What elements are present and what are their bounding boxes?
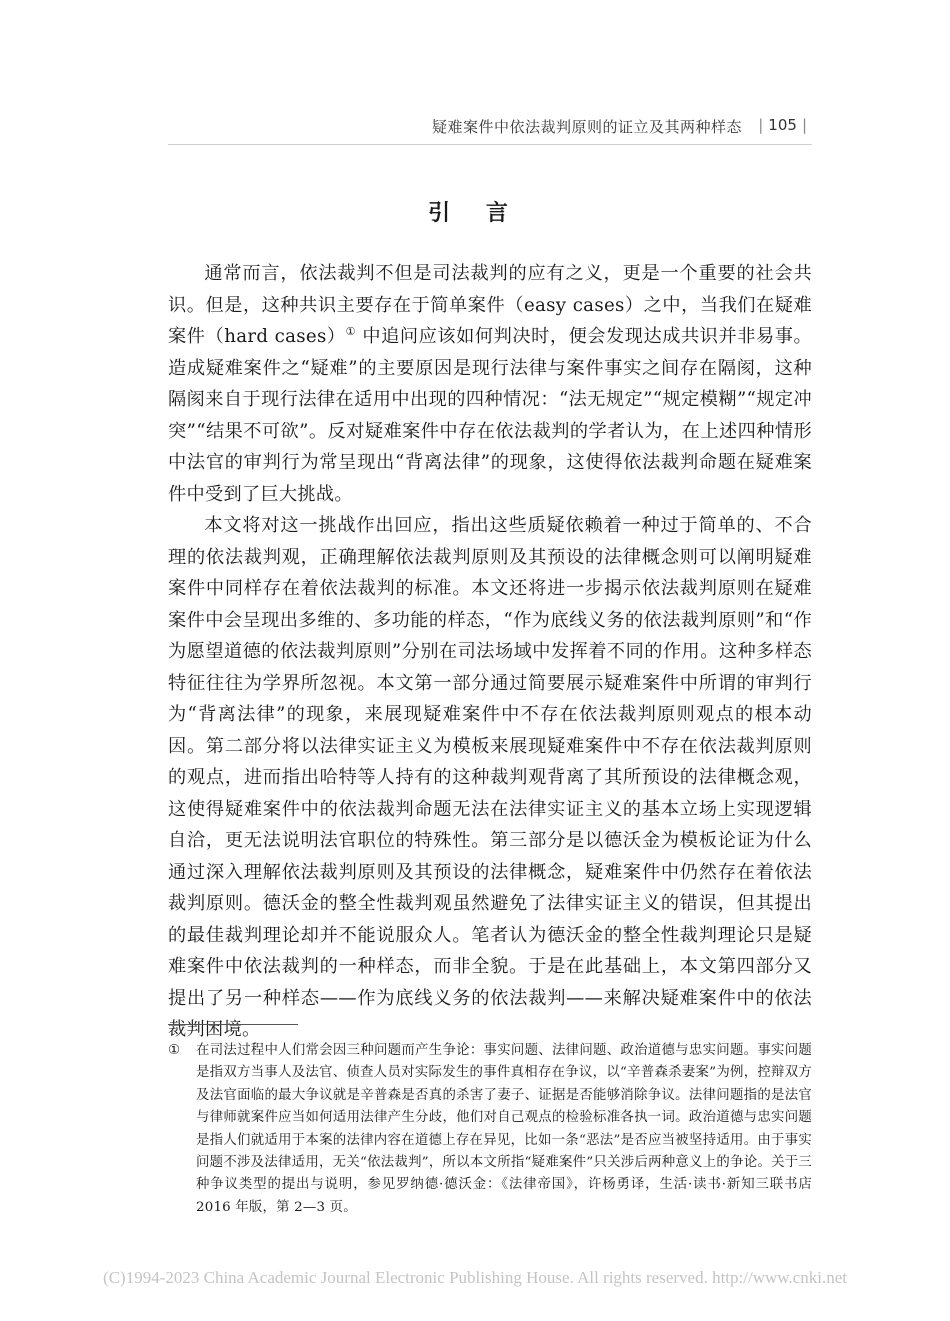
- paragraph: [168, 258, 812, 510]
- paragraph: 本文将对这一挑战作出回应，指出这些质疑依赖着一种过于简单的、不合理的依法裁判观，正确理解依法裁判原则及其预设的法律概念则可以阐明疑难案件中同样存在着依法裁判的标准。本文还将进一步揭示依法裁判原则在疑难案件中会呈现出多维的、多功能的样态，“作为底线义务的依法裁判原则”和“作为愿望道德的依法裁判原则”分别在司法场域中发挥着不同的作用。这种多样态特征往往为学界所忽视。本文第一部分通过简要展示疑难案件中所谓的审判行为“背离法律”的现象，来展现疑难案件中不存在依法裁判原则观点的根本动因。第二部分将以法律实证主义为模板来展现疑难案件中不存在依法裁判原则的观点，进而指出哈特等人持有的这种裁判观背离了其所预设的法律概念观，这使得疑难案件中的依法裁判命题无法在法律实证主义的基本立场上实现逻辑自洽，更无法说明法官职位的特殊性。第三部分是以德沃金为模板论证为什么通过深入理解依法裁判原则及其预设的法律概念，疑难案件中仍然存在着依法裁判原则。德沃金的整全性裁判观虽然避免了法律实证主义的错误，但其提出的最佳裁判理论却并不能说服众人。笔者认为德沃金的整全性裁判理论只是疑难案件中依法裁判的一种样态，而非全貌。于是在此基础上，本文第四部分又提出了另一种样态——作为底线义务的依法裁判——来解决疑难案件中的依法裁判困境。: [168, 515, 812, 1040]
- running-header: [168, 110, 812, 145]
- body-text: [168, 258, 812, 1046]
- footnote-number: ①: [168, 1043, 181, 1058]
- footnote-text: 在司法过程中人们常会因三种问题而产生争论：事实问题、法律问题、政治道德与忠实问题。事实问题是指双方当事人及法官、侦查人员对实际发生的事件真相存在争议，以“辛普森杀妻案”为例，控辩双方及法官面临的最大争议就是辛普森是否真的杀害了妻子、证据是否能够消除争议。法律问题指的是法官与律师就案件应当如何适用法律产生分歧，他们对自己观点的检验标准各执一词。政治道德与忠实问题是指人们就适用于本案的法律内容在道德上存在异见，比如一条“恶法”是否应当被坚持适用。由于事实问题不涉及法律适用，无关“依法裁判”，所以本文所指“疑难案件”只关涉后两种意义上的争论。关于三种争议类型的提出与说明，参见罗纳德·德沃金：《法律帝国》，许杨勇译，生活·读书·新知三联书店 2016 年版，第 2—3 页。: [196, 1043, 812, 1215]
- section-title: 引 言: [428, 201, 522, 226]
- paragraph-text: 中追问应该如何判决时，便会发现达成共识并非易事。造成疑难案件之“疑难”的主要原因是现行法律与案件事实之间存在隔阂，这种隔阂来自于现行法律在适用中出现的四种情况：“法无规定”“规定模糊”“规定冲突”“结果不可欲”。反对疑难案件中存在依法裁判的学者认为，在上述四种情形中法官的审判行为常呈现出“背离法律”的现象，这使得依法裁判命题在疑难案件中受到了巨大挑战。: [168, 326, 812, 505]
- footnote: [168, 1040, 812, 1219]
- paragraph-text: 通常而言，依法裁判不但是司法裁判的应有之义，更是一个重要的社会共识。但是，这种共识主要存在于简单案件（easy cases）之中，当我们在疑难案件（hard cases）: [168, 263, 813, 347]
- footnote-divider: [168, 1024, 298, 1025]
- footnote-reference[interactable]: ①: [345, 324, 357, 338]
- separator: |: [758, 116, 764, 134]
- page-number: 105: [768, 116, 797, 134]
- copyright-watermark: (C)1994-2023 China Academic Journal Electronic Publishing House. All rights reserved. http://www.cnki.net: [103, 1268, 847, 1287]
- separator: |: [801, 116, 807, 134]
- running-header-title: 疑难案件中依法裁判原则的证立及其两种样态: [431, 118, 742, 136]
- page-number-block: [753, 116, 812, 134]
